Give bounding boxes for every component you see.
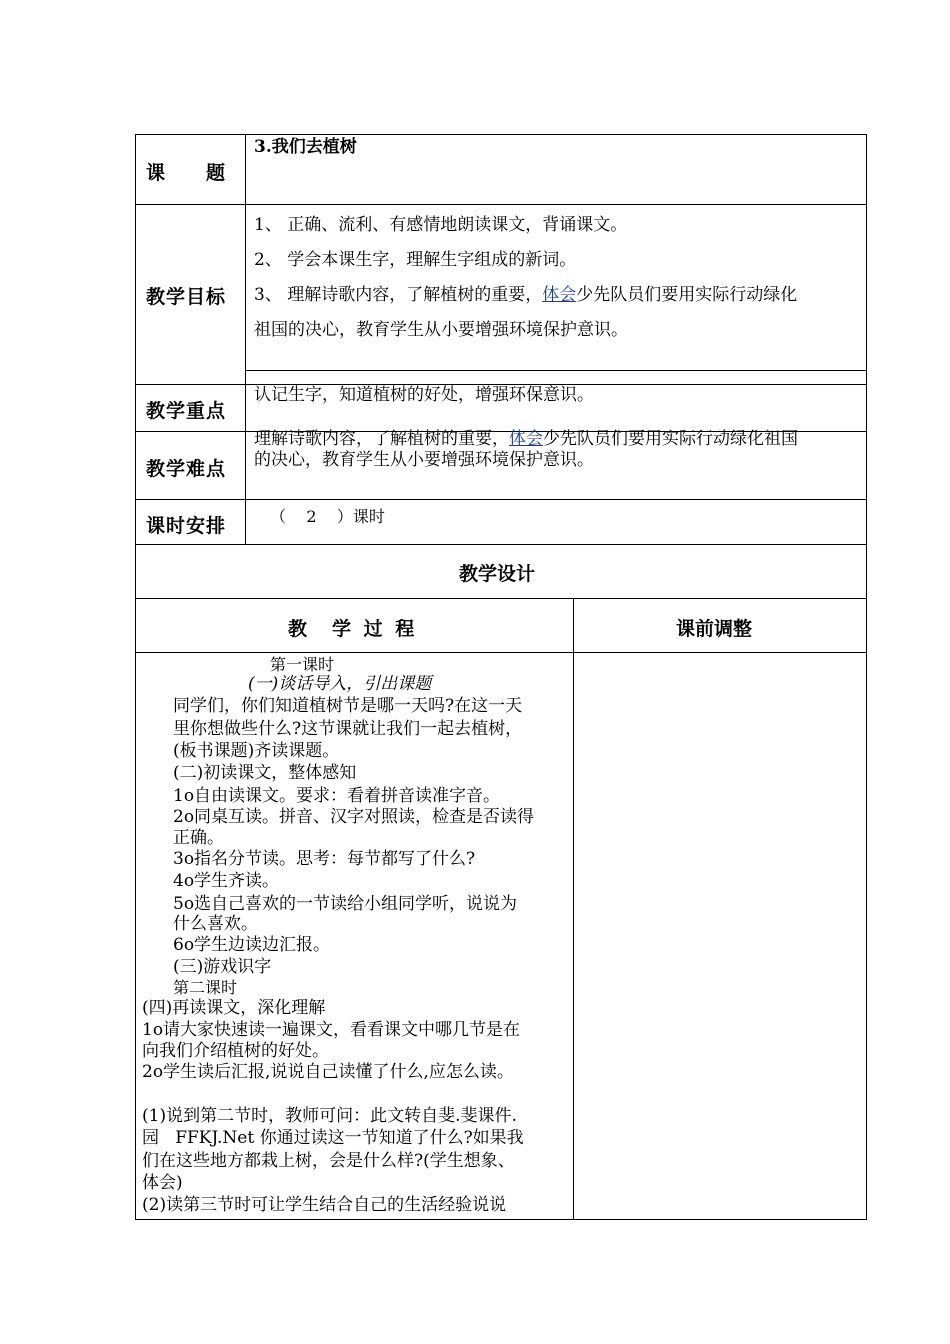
section-4-heading: (四)再读课文，深化理解 xyxy=(142,998,326,1018)
objective-3-link[interactable]: 体会 xyxy=(542,285,577,305)
key-points-text: 认记生字，知道植树的好处，增强环保意识。 xyxy=(254,385,594,405)
hours-value: （ 2 ）课时 xyxy=(270,507,385,526)
row-divider xyxy=(135,204,867,205)
objectives-label: 教学目标 xyxy=(146,286,227,308)
row-divider xyxy=(135,499,867,500)
step-2-cont: 正确。 xyxy=(173,828,224,848)
step-6: 6o学生边读边汇报。 xyxy=(173,935,331,955)
row-divider xyxy=(245,370,867,371)
label-column-divider xyxy=(245,134,246,545)
objective-3-text: 3、 理解诗歌内容，了解植树的重要， xyxy=(254,285,543,305)
adjust-header: 课前调整 xyxy=(676,618,753,640)
objective-2: 2、 学会本课生字，理解生字组成的新词。 xyxy=(254,250,577,270)
first-period: 第一课时 xyxy=(270,655,335,674)
detail-line-5: (2)读第三节时可让学生结合自己的生活经验说说 xyxy=(142,1195,507,1215)
difficulty-label: 教学难点 xyxy=(146,458,227,480)
section-3-heading: (三)游戏识字 xyxy=(173,957,272,977)
intro-line-1: 同学们，你们知道植树节是哪一天吗?在这一天 xyxy=(173,696,523,716)
detail-line-4: 体会) xyxy=(142,1173,183,1193)
reread-line-2: 向我们介绍植树的好处。 xyxy=(142,1041,329,1061)
objective-3-text-cont: 少先队员们要用实际行动绿化 xyxy=(576,285,798,305)
title-label: 课 题 xyxy=(146,162,227,184)
step-5-cont: 什么喜欢。 xyxy=(173,914,258,934)
detail-line-2: 园 FFKJ.Net 你通过读这一节知道了什么?如果我 xyxy=(142,1128,524,1148)
difficulty-text-post: 少先队员们要用实际行动绿化祖国 xyxy=(543,429,798,449)
row-divider xyxy=(135,544,867,545)
lesson-title: 3.我们去植树 xyxy=(254,137,357,157)
section-2-heading: (二)初读课文，整体感知 xyxy=(173,763,357,783)
difficulty-text-pre: 理解诗歌内容，了解植树的重要， xyxy=(254,429,509,449)
detail-line-3: 们在这些地方都栽上树，会是什么样?(学生想象、 xyxy=(142,1151,515,1171)
hours-label: 课时安排 xyxy=(146,515,227,537)
difficulty-link[interactable]: 体会 xyxy=(509,429,543,449)
intro-line-3: (板书课题)齐读课题。 xyxy=(173,741,340,761)
key-points-label: 教学重点 xyxy=(146,400,227,422)
intro-line-2: 里你想做些什么?这节课就让我们一起去植树， xyxy=(173,719,523,739)
detail-line-1: (1)说到第二节时，教师可问：此文转自斐.斐课件. xyxy=(142,1106,517,1126)
step-2: 2o同桌互读。拼音、汉字对照读，检查是否读得 xyxy=(173,807,535,827)
step-3: 3o指名分节读。思考：每节都写了什么? xyxy=(173,849,476,869)
reread-line-3: 2o学生读后汇报,说说自己读懂了什么,应怎么读。 xyxy=(142,1062,514,1082)
row-divider xyxy=(135,598,867,599)
step-1: 1o自由读课文。要求：看着拼音读准字音。 xyxy=(173,786,501,806)
second-period: 第二课时 xyxy=(173,978,238,997)
design-header: 教学设计 xyxy=(459,563,536,585)
reread-line-1: 1o请大家快速读一遍课文，看看课文中哪几节是在 xyxy=(142,1020,521,1040)
step-4: 4o学生齐读。 xyxy=(173,871,280,891)
process-column-divider xyxy=(573,598,574,1219)
objective-1: 1、 正确、流利、有感情地朗读课文，背诵课文。 xyxy=(254,215,628,235)
process-header: 教 学 过 程 xyxy=(288,618,418,640)
difficulty-text xyxy=(254,429,798,449)
objective-3 xyxy=(254,278,797,313)
section-1-heading: (一)谈话导入，引出课题 xyxy=(248,674,432,694)
difficulty-text-line2: 的决心，教育学生从小要增强环境保护意识。 xyxy=(254,450,594,470)
row-divider xyxy=(135,652,867,653)
objective-3-line2: 祖国的决心，教育学生从小要增强环境保护意识。 xyxy=(254,320,628,340)
step-5: 5o选自己喜欢的一节读给小组同学听，说说为 xyxy=(173,894,518,914)
